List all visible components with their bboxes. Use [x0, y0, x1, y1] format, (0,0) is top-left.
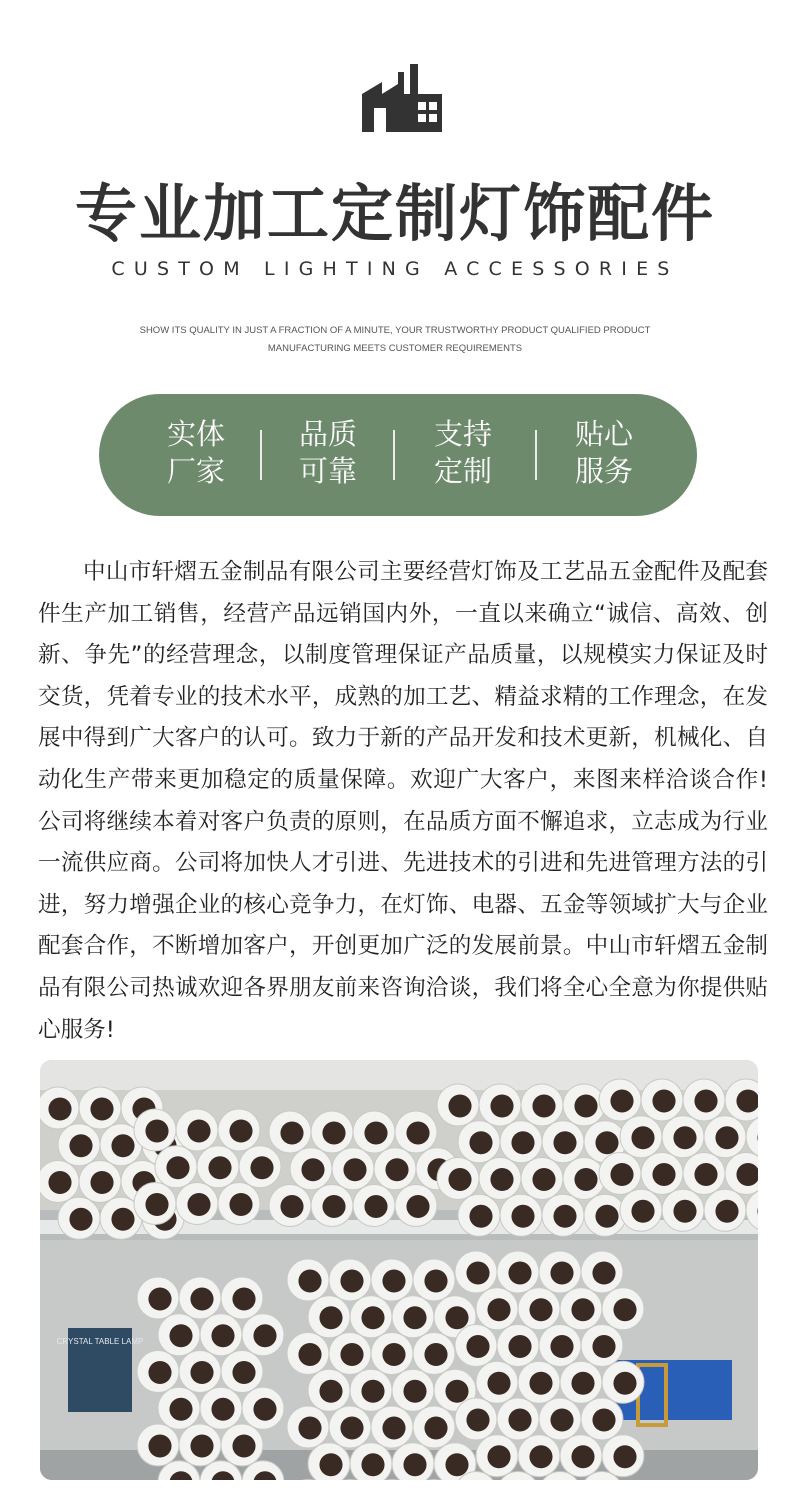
- warehouse-photo: [40, 1060, 758, 1480]
- page-title: 专业加工定制灯饰配件: [74, 177, 715, 250]
- feature-service: [544, 416, 664, 490]
- factory-icon: [362, 64, 442, 132]
- tagline-line-1: SHOW ITS QUALITY IN JUST A FRACTION OF A MINUTE, YOUR TRUSTWORTHY PRODUCT QUALIFIED PRODUCT: [139, 325, 651, 336]
- divider: [260, 430, 262, 480]
- feature-line: 支持: [433, 417, 492, 451]
- feature-line: 服务: [574, 454, 633, 488]
- box-label: CRYSTAL TABLE LAMP: [56, 1337, 144, 1346]
- feature-custom: [403, 416, 523, 490]
- warehouse-photo-illustration: [40, 1060, 758, 1480]
- divider: [393, 430, 395, 480]
- feature-line: 可靠: [298, 454, 357, 488]
- feature-line: 厂家: [166, 454, 225, 488]
- divider: [535, 430, 537, 480]
- company-description: 中山市轩熠五金制品有限公司主要经营灯饰及工艺品五金配件及配套件生产加工销售，经营产品远销国内外，一直以来确立“诚信、高效、创新、争先”的经营理念，以制度管理保证产品质量，以规模实力保证及时交货，凭着专业的技术水平，成熟的加工艺、精益求精的工作理念，在发展中得到广大客户的认可。致力于新的产品开发和技术更新，机械化、自动化生产带来更加稳定的质量保障。欢迎广大客户，来图来样洽谈合作!公司将继续本着对客户负责的原则，在品质方面不懈追求，立志成为行业一流供应商。公司将加快人才引进、先进技术的引进和先进管理方法的引进，努力增强企业的核心竞争力，在灯饰、电器、五金等领域扩大与企业配套合作，不断增加客户，开创更加广泛的发展前景。中山市轩熠五金制品有限公司热诚欢迎各界朋友前来咨询洽谈，我们将全心全意为你提供贴心服务!: [38, 559, 768, 1043]
- feature-line: 实体: [166, 417, 225, 451]
- features-banner: [99, 394, 697, 516]
- english-subtitle: CUSTOM LIGHTING ACCESSORIES: [111, 258, 679, 280]
- feature-quality: [268, 416, 388, 490]
- tagline: [0, 322, 790, 358]
- feature-line: 品质: [298, 417, 357, 451]
- feature-factory: [136, 416, 256, 490]
- feature-line: 贴心: [574, 417, 633, 451]
- feature-line: 定制: [433, 454, 492, 488]
- tagline-line-2: MANUFACTURING MEETS CUSTOMER REQUIREMENTS: [267, 343, 523, 354]
